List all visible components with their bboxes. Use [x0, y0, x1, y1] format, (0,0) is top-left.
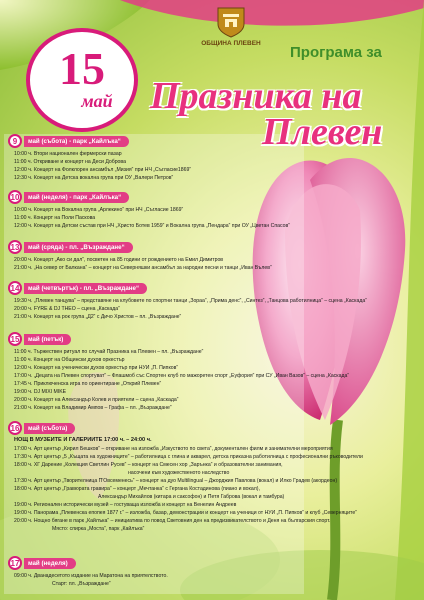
- event-item: 11:00 ч. Откриване и концерт на Деси Доброва: [14, 159, 126, 165]
- event-item: 11:00 ч. Концерт на Поли Паскова: [14, 215, 96, 221]
- day-label: май (неделя) - парк „Кайлъка“: [24, 192, 129, 203]
- event-item: 17:45 ч. Приключенска игра по ориентиране „Открий Плевен“: [14, 381, 162, 387]
- date-month: май: [81, 91, 113, 111]
- event-item: 19:30 ч. „Плевен танцува“ – представяне на клубовете по спортни танци „Зораа“, „Прима денс“, „Синтез“, „Танцова работилница“ – сцена „Каскада“: [14, 298, 367, 304]
- day-header: [8, 240, 133, 254]
- event-item: 11:00 ч. Концерт на Общински духов оркестър: [14, 357, 125, 363]
- day-label: май (събота) - парк „Кайлъка“: [24, 136, 129, 147]
- event-item: 21:00 ч. Концерт на Владимир Ампов – Графа – пл. „Възраждане“: [14, 405, 172, 411]
- event-item: 12:00 ч. Концерт на Фолклорен ансамбъл „Мизия“ при НЧ „Съгласие1869“: [14, 167, 192, 173]
- right-band: [395, 0, 424, 600]
- event-item: 21:00 ч. „На север от Балкана“ – концерт на Северняшки ансамбъл за народни песни и танци „Иван Вълев“: [14, 265, 272, 271]
- day-label: май (четвъртък) - пл. „Възраждане“: [24, 283, 147, 294]
- event-item: 20:00 ч. FYRE & DJ THEO – сцена „Каскада“: [14, 306, 120, 312]
- event-item: 19:00 ч. Панорама „Плевенска епопея 1877 г.“ – изложба, базар, демонстрации и концерт на ученици от НУИ „П. Пипков“ и клуб „Северняците“: [14, 510, 357, 516]
- day-number: 13: [8, 240, 22, 254]
- event-item: 17:30 ч. Арт център „5 „Къщата на художниците“ – работилница с глина и акварел, детска приказна работилница с професионални ръководители: [14, 454, 363, 460]
- day-number: 16: [8, 421, 22, 435]
- day-label: май (събота): [24, 423, 75, 434]
- event-item: 19:00 ч. Регионален исторически музей – гостуваща изложба и концерт на Венелин Андреев: [14, 502, 237, 508]
- day-label: май (петък): [24, 334, 71, 345]
- event-item: 17:00 ч. „Децата на Плевен спортуват“ – Флашмоб със Спортен клуб по мажоретен спорт „Еуфория“ при СУ „Иван Вазов“ – сцена „Каскада“: [14, 373, 350, 379]
- event-item: Александър Михайлов (китара и саксофон) и Петя Габрова (вокал и тамбура): [98, 494, 285, 500]
- event-heading: НОЩ В МУЗЕИТЕ И ГАЛЕРИИТЕ 17:00 ч. – 24:00 ч.: [14, 437, 152, 443]
- day-header: [8, 281, 147, 295]
- event-item: 19:00 ч. DJ MIXI MIKE: [14, 389, 67, 395]
- day-label: май (неделя): [24, 558, 76, 569]
- event-item: 12:00 ч. Концерт на ученически духов оркестър при НУИ „П. Пипков“: [14, 365, 179, 371]
- top-arc: [120, 0, 424, 26]
- date-day: 15: [59, 43, 105, 94]
- day-header: [8, 556, 76, 570]
- day-number: 14: [8, 281, 22, 295]
- event-item: 20:00 ч. Концерт „Ако си дал“, посветен на 85 години от рождението на Емил Димитров: [14, 257, 224, 263]
- day-header: [8, 332, 71, 346]
- event-item: 20:00 ч. Нощно бягане в парк „Кайлъка“ – инициатива по повод Световния ден на предизвикателството и Деня на българския спорт.: [14, 518, 331, 524]
- day-number: 15: [8, 332, 22, 346]
- day-header: [8, 134, 129, 148]
- event-item: насочени към художественото наследство: [128, 470, 230, 476]
- event-item: 18:00 ч. Арт център „Гравюрата гравира“ – концерт „Мечтанка“ с Гергана Костадинова (пиано и вокал),: [14, 486, 260, 492]
- event-item: 18:00 ч. ХГ Дарение „Колекция Светлин Русев“ – концерт на Смесен хор „Зарънка“ и образователни занимания,: [14, 462, 283, 468]
- city-crest-icon: [216, 6, 246, 38]
- title-line2: Плевен: [262, 111, 383, 153]
- event-item: Място: спирка „Моста“, парк „Кайлъка“: [52, 526, 145, 532]
- event-item: 10:00 ч. Втори национален фермерски пазар: [14, 151, 122, 157]
- day-label: май (сряда) - пл. „Възраждане“: [24, 242, 133, 253]
- org-name: ОБЩИНА ПЛЕВЕН: [201, 40, 261, 47]
- event-item: 21:00 ч. Концерт на рок група „Д2“ с Дичо Христов – пл. „Възраждане“: [14, 314, 182, 320]
- day-header: [8, 421, 75, 435]
- event-item: 20:00 ч. Концерт на Александър Колев и приятели – сцена „Каскада“: [14, 397, 179, 403]
- date-badge: [26, 28, 138, 132]
- event-item: 12:30 ч. Концерт на Детска вокална група при ОУ „Валери Петров“: [14, 175, 174, 181]
- title-line1: Празника на: [150, 75, 362, 117]
- title-pre: Програма за: [290, 44, 382, 61]
- event-item: 11:00 ч. Тържествен ритуал по случай Празника на Плевен – пл. „Възраждане“: [14, 349, 204, 355]
- event-item: 10:00 ч. Концерт на Вокална група „Арлекино“ при НЧ „Съгласие 1869“: [14, 207, 184, 213]
- event-item: 09:00 ч. Дванадесетото издание на Маратона на приятелството.: [14, 573, 168, 579]
- day-number: 17: [8, 556, 22, 570]
- day-number: 9: [8, 134, 22, 148]
- day-number: 10: [8, 190, 22, 204]
- event-item: 17:30 ч. Арт център „Творителница П'Овсеменесь“ – концерт на дуо Multilingual – Джорджия Павлова (вокал) и Илко Градев (акордеон): [14, 478, 338, 484]
- event-item: Старт: пл. „Възраждане“: [52, 581, 111, 587]
- event-item: 12:00 ч. Концерт на Детски състав при НЧ „Христо Ботев 1959“ и Вокална група „Пендара“ при ОУ „Цветан Спасов“: [14, 223, 290, 229]
- event-item: 17:00 ч. Арт център „Кирил Бешков“ – откриване на изложба „Изкуството по света“, документален филм и занимателни мероприятия: [14, 446, 333, 452]
- day-header: [8, 190, 129, 204]
